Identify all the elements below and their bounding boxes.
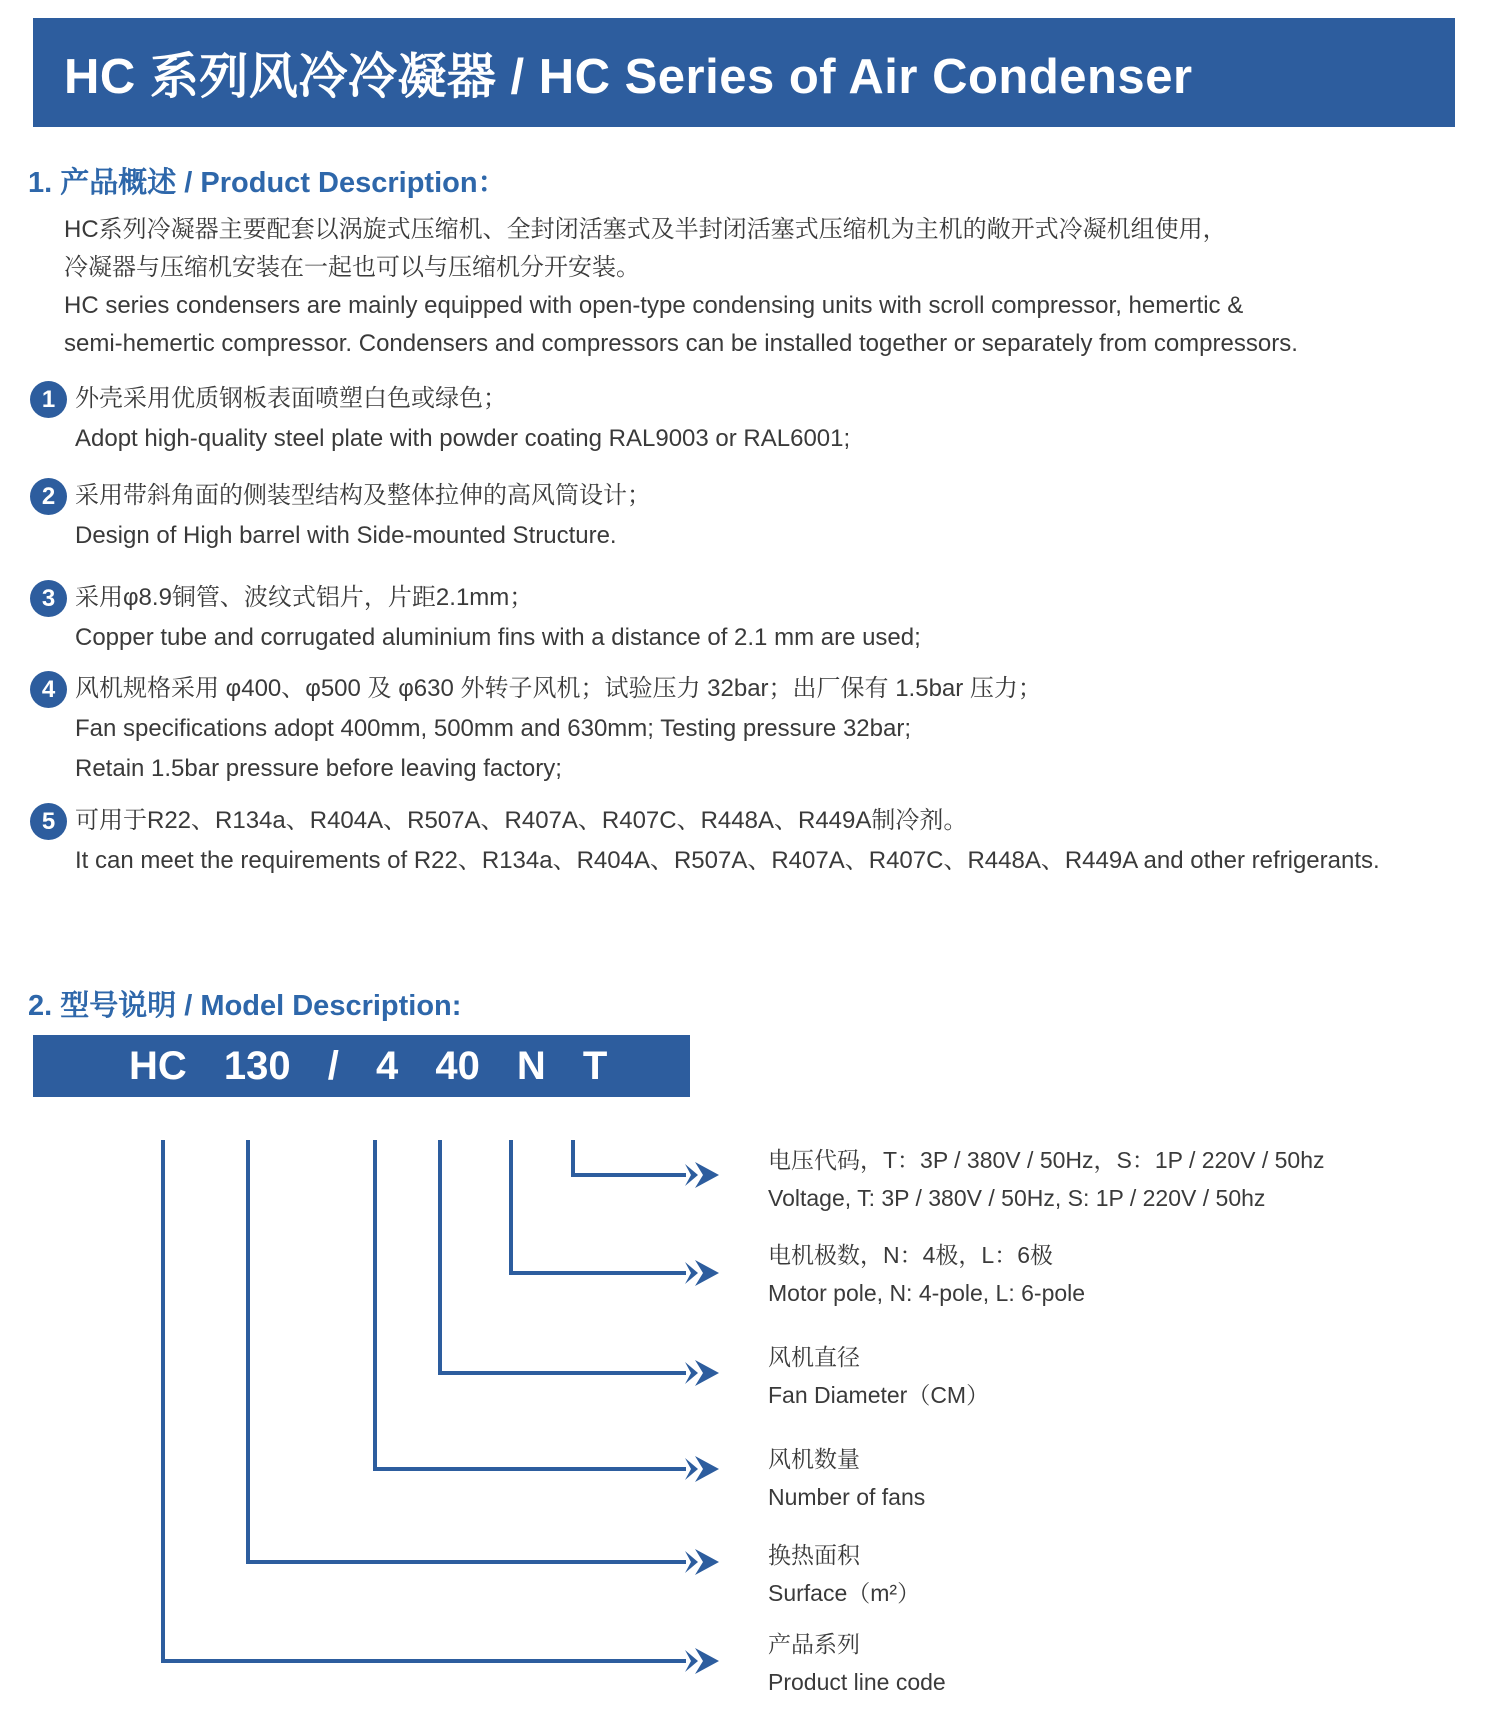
banner [33,18,1455,127]
legend-line-en: Surface（m²） [768,1580,921,1606]
leader-horizontal-line [573,1173,686,1177]
feature-number-badge: 2 [30,478,67,515]
legend-block-fan-diameter [768,1338,989,1414]
feature-item-4 [0,669,1491,789]
feature-line-en: Retain 1.5bar pressure before leaving factory; [75,755,562,782]
model-code-box [33,1035,690,1097]
feature-item-1 [0,379,1491,459]
section1-heading: 1. 产品概述 / Product Description： [28,167,507,199]
intro-line-en-1: HC series condensers are mainly equipped with open-type condensing units with scroll compressor, hemertic & [64,292,1244,319]
legend-line-en: Product line code [768,1669,946,1695]
feature-line-en: Fan specifications adopt 400mm, 500mm and 630mm; Testing pressure 32bar; [75,715,911,742]
legend-block-fan-count [768,1440,925,1516]
leader-vertical-line [571,1140,575,1177]
leader-arrow-icon [684,1162,720,1188]
legend-line-zh: 风机直径 [768,1344,860,1370]
banner-title: HC 系列风冷冷凝器 / HC Series of Air Condenser [64,49,1193,104]
leader-arrow-icon [684,1648,720,1674]
legend-block-voltage [768,1141,1325,1217]
intro-line-zh-1: HC系列冷凝器主要配套以涡旋式压缩机、全封闭活塞式及半封闭活塞式压缩机为主机的敞开式冷凝机组使用， [64,216,1227,243]
feature-line-zh: 采用φ8.9铜管、波纹式铝片，片距2.1mm； [75,584,534,611]
section2-heading: 2. 型号说明 / Model Description: [28,990,462,1022]
model-code-text: HC 130 / 4 40 N T [129,1043,608,1088]
leader-horizontal-line [248,1560,686,1564]
leader-vertical-line [509,1140,513,1275]
legend-line-zh: 电机极数，N：4极，L：6极 [768,1242,1053,1268]
legend-line-en: Motor pole, N: 4-pole, L: 6-pole [768,1280,1086,1306]
feature-line-en: It can meet the requirements of R22、R134a、R404A、R507A、R407A、R407C、R448A、R449A and other refrigerants. [75,847,1380,874]
feature-line-en: Copper tube and corrugated aluminium fins with a distance of 2.1 mm are used; [75,624,921,651]
legend-line-zh: 换热面积 [768,1542,860,1568]
leader-arrow-icon [684,1360,720,1386]
feature-number-badge: 1 [30,381,67,418]
leader-vertical-line [438,1140,442,1375]
feature-line-zh: 可用于R22、R134a、R404A、R507A、R407A、R407C、R448A、R449A制冷剂。 [75,807,968,834]
legend-line-en: Fan Diameter（CM） [768,1382,990,1408]
feature-number-badge: 3 [30,580,67,617]
leader-horizontal-line [163,1659,686,1663]
feature-line-zh: 风机规格采用 φ400、φ500 及 φ630 外转子风机；试验压力 32bar；出厂保有 1.5bar 压力； [75,675,1042,702]
leader-vertical-line [161,1140,165,1663]
feature-line-zh: 采用带斜角面的侧装型结构及整体拉伸的高风筒设计； [75,482,651,509]
feature-item-3 [0,578,1491,658]
leader-horizontal-line [511,1271,686,1275]
leader-horizontal-line [440,1371,686,1375]
leader-arrow-icon [684,1456,720,1482]
feature-line-en: Design of High barrel with Side-mounted Structure. [75,522,617,549]
intro-line-en-2: semi-hemertic compressor. Condensers and compressors can be installed together or separately from compressors. [64,330,1298,357]
leader-horizontal-line [375,1467,686,1471]
feature-item-2 [0,476,1491,556]
legend-line-zh: 产品系列 [768,1631,860,1657]
legend-block-product-series [768,1625,946,1701]
feature-line-zh: 外壳采用优质钢板表面喷塑白色或绿色； [75,385,507,412]
legend-block-surface [768,1536,920,1612]
legend-line-zh: 风机数量 [768,1446,860,1472]
intro-paragraph [64,211,1298,363]
intro-line-zh-2: 冷凝器与压缩机安装在一起也可以与压缩机分开安装。 [64,254,640,281]
legend-line-zh: 电压代码，T：3P / 380V / 50Hz，S：1P / 220V / 50hz [768,1147,1325,1173]
legend-line-en: Voltage, T: 3P / 380V / 50Hz, S: 1P / 220V / 50hz [768,1185,1266,1211]
feature-number-badge: 5 [30,803,67,840]
leader-arrow-icon [684,1549,720,1575]
legend-block-motor-pole [768,1236,1085,1312]
feature-item-5 [0,801,1491,881]
legend-line-en: Number of fans [768,1484,926,1510]
leader-vertical-line [246,1140,250,1564]
leader-vertical-line [373,1140,377,1471]
leader-arrow-icon [684,1260,720,1286]
feature-line-en: Adopt high-quality steel plate with powder coating RAL9003 or RAL6001; [75,425,851,452]
feature-number-badge: 4 [30,671,67,708]
